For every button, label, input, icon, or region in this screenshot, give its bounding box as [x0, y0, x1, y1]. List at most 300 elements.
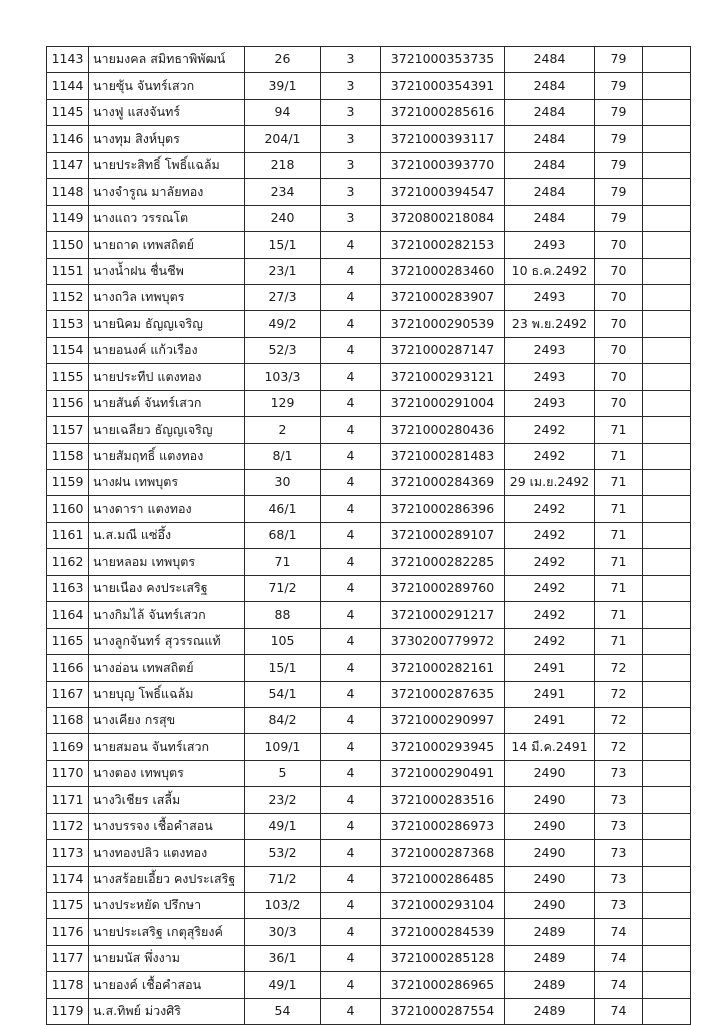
remark-cell: [643, 522, 691, 548]
person-name-cell: นางเคียง กรสุข: [89, 707, 245, 733]
birth-year-cell: 2493: [505, 232, 595, 258]
row-number-cell: 1162: [47, 549, 89, 575]
age-cell: 70: [595, 337, 643, 363]
village-number-cell: 4: [321, 866, 381, 892]
row-number-cell: 1170: [47, 760, 89, 786]
remark-cell: [643, 549, 691, 575]
birth-year-cell: 2492: [505, 443, 595, 469]
village-number-cell: 4: [321, 575, 381, 601]
village-number-cell: 4: [321, 364, 381, 390]
age-cell: 79: [595, 179, 643, 205]
village-number-cell: 4: [321, 443, 381, 469]
birth-year-cell: 2484: [505, 99, 595, 125]
house-number-cell: 204/1: [245, 126, 321, 152]
table-row: [47, 417, 691, 443]
village-number-cell: 4: [321, 945, 381, 971]
table-row: [47, 73, 691, 99]
table-row: [47, 205, 691, 231]
person-name-cell: นางประหยัด ปรึกษา: [89, 893, 245, 919]
row-number-cell: 1172: [47, 813, 89, 839]
row-number-cell: 1179: [47, 998, 89, 1024]
person-name-cell: นางฝน เทพบุตร: [89, 470, 245, 496]
person-name-cell: นายหลอม เทพบุตร: [89, 549, 245, 575]
age-cell: 79: [595, 47, 643, 73]
table-row: [47, 734, 691, 760]
person-name-cell: นายประเสริฐ เกตุสุริยงค์: [89, 919, 245, 945]
row-number-cell: 1153: [47, 311, 89, 337]
house-number-cell: 105: [245, 628, 321, 654]
person-name-cell: นางทุม สิงห์บุตร: [89, 126, 245, 152]
birth-year-cell: 2493: [505, 337, 595, 363]
house-number-cell: 129: [245, 390, 321, 416]
age-cell: 74: [595, 972, 643, 998]
village-number-cell: 3: [321, 179, 381, 205]
house-number-cell: 23/1: [245, 258, 321, 284]
remark-cell: [643, 655, 691, 681]
table-row: [47, 681, 691, 707]
age-cell: 71: [595, 522, 643, 548]
remark-cell: [643, 575, 691, 601]
person-name-cell: นายอนงค์ แก้วเรือง: [89, 337, 245, 363]
row-number-cell: 1166: [47, 655, 89, 681]
house-number-cell: 68/1: [245, 522, 321, 548]
birth-year-cell: 2492: [505, 496, 595, 522]
table-row: [47, 522, 691, 548]
row-number-cell: 1177: [47, 945, 89, 971]
person-name-cell: นายบุญ โพธิ์แฉล้ม: [89, 681, 245, 707]
age-cell: 74: [595, 998, 643, 1024]
birth-year-cell: 2490: [505, 866, 595, 892]
remark-cell: [643, 602, 691, 628]
village-number-cell: 4: [321, 734, 381, 760]
id-number-cell: 3720800218084: [381, 205, 505, 231]
person-name-cell: นายสมอน จันทร์เสวก: [89, 734, 245, 760]
house-number-cell: 5: [245, 760, 321, 786]
row-number-cell: 1161: [47, 522, 89, 548]
person-name-cell: นายนิคม ธัญญเจริญ: [89, 311, 245, 337]
village-number-cell: 4: [321, 655, 381, 681]
house-number-cell: 15/1: [245, 232, 321, 258]
id-number-cell: 3721000282161: [381, 655, 505, 681]
id-number-cell: 3721000293104: [381, 893, 505, 919]
age-cell: 73: [595, 813, 643, 839]
remark-cell: [643, 179, 691, 205]
row-number-cell: 1143: [47, 47, 89, 73]
house-number-cell: 52/3: [245, 337, 321, 363]
birth-year-cell: 29 เม.ย.2492: [505, 470, 595, 496]
id-number-cell: 3721000282153: [381, 232, 505, 258]
table-row: [47, 628, 691, 654]
person-name-cell: นายองค์ เชื้อคำสอน: [89, 972, 245, 998]
house-number-cell: 39/1: [245, 73, 321, 99]
birth-year-cell: 2492: [505, 417, 595, 443]
remark-cell: [643, 443, 691, 469]
village-number-cell: 4: [321, 602, 381, 628]
table-row: [47, 813, 691, 839]
village-number-cell: 4: [321, 311, 381, 337]
birth-year-cell: 2490: [505, 813, 595, 839]
house-number-cell: 15/1: [245, 655, 321, 681]
row-number-cell: 1173: [47, 840, 89, 866]
row-number-cell: 1164: [47, 602, 89, 628]
birth-year-cell: 2492: [505, 549, 595, 575]
village-number-cell: 4: [321, 628, 381, 654]
row-number-cell: 1150: [47, 232, 89, 258]
age-cell: 71: [595, 417, 643, 443]
house-number-cell: 49/2: [245, 311, 321, 337]
person-name-cell: นางกิมไล้ จันทร์เสวก: [89, 602, 245, 628]
person-name-cell: นางฟู แสงจันทร์: [89, 99, 245, 125]
age-cell: 70: [595, 258, 643, 284]
id-number-cell: 3721000393117: [381, 126, 505, 152]
table-row: [47, 998, 691, 1024]
age-cell: 71: [595, 470, 643, 496]
person-name-cell: นางดารา แตงทอง: [89, 496, 245, 522]
person-name-cell: น.ส.มณี แซ่อึ้ง: [89, 522, 245, 548]
village-number-cell: 4: [321, 522, 381, 548]
remark-cell: [643, 232, 691, 258]
house-number-cell: 2: [245, 417, 321, 443]
birth-year-cell: 2490: [505, 840, 595, 866]
remark-cell: [643, 126, 691, 152]
row-number-cell: 1160: [47, 496, 89, 522]
remark-cell: [643, 390, 691, 416]
house-number-cell: 71: [245, 549, 321, 575]
person-name-cell: นางอ่อน เทพสถิตย์: [89, 655, 245, 681]
house-number-cell: 46/1: [245, 496, 321, 522]
birth-year-cell: 2490: [505, 760, 595, 786]
house-number-cell: 30: [245, 470, 321, 496]
table-row: [47, 787, 691, 813]
village-number-cell: 4: [321, 337, 381, 363]
birth-year-cell: 2489: [505, 972, 595, 998]
table-row: [47, 893, 691, 919]
village-number-cell: 3: [321, 126, 381, 152]
remark-cell: [643, 470, 691, 496]
row-number-cell: 1159: [47, 470, 89, 496]
house-number-cell: 49/1: [245, 813, 321, 839]
remark-cell: [643, 47, 691, 73]
village-number-cell: 4: [321, 284, 381, 310]
table-row: [47, 919, 691, 945]
id-number-cell: 3721000287368: [381, 840, 505, 866]
house-number-cell: 240: [245, 205, 321, 231]
table-row: [47, 655, 691, 681]
table-row: [47, 760, 691, 786]
id-number-cell: 3721000284369: [381, 470, 505, 496]
age-cell: 70: [595, 390, 643, 416]
village-number-cell: 4: [321, 258, 381, 284]
person-name-cell: นายมนัส พึ่งงาม: [89, 945, 245, 971]
remark-cell: [643, 311, 691, 337]
person-name-cell: นางทองปลิว แตงทอง: [89, 840, 245, 866]
id-number-cell: 3721000293945: [381, 734, 505, 760]
row-number-cell: 1146: [47, 126, 89, 152]
person-name-cell: นายประสิทธิ์ โพธิ์แฉล้ม: [89, 152, 245, 178]
id-number-cell: 3721000287147: [381, 337, 505, 363]
row-number-cell: 1147: [47, 152, 89, 178]
id-number-cell: 3721000283516: [381, 787, 505, 813]
house-number-cell: 103/2: [245, 893, 321, 919]
house-number-cell: 88: [245, 602, 321, 628]
row-number-cell: 1154: [47, 337, 89, 363]
id-number-cell: 3721000354391: [381, 73, 505, 99]
id-number-cell: 3721000283907: [381, 284, 505, 310]
birth-year-cell: 2489: [505, 998, 595, 1024]
birth-year-cell: 2490: [505, 787, 595, 813]
remark-cell: [643, 258, 691, 284]
person-name-cell: น.ส.ทิพย์ ม่วงศิริ: [89, 998, 245, 1024]
id-number-cell: 3721000280436: [381, 417, 505, 443]
birth-year-cell: 14 มี.ค.2491: [505, 734, 595, 760]
id-number-cell: 3721000290491: [381, 760, 505, 786]
remark-cell: [643, 893, 691, 919]
birth-year-cell: 2492: [505, 628, 595, 654]
house-number-cell: 36/1: [245, 945, 321, 971]
id-number-cell: 3721000291004: [381, 390, 505, 416]
age-cell: 79: [595, 152, 643, 178]
house-number-cell: 27/3: [245, 284, 321, 310]
id-number-cell: 3721000290539: [381, 311, 505, 337]
id-number-cell: 3721000282285: [381, 549, 505, 575]
row-number-cell: 1149: [47, 205, 89, 231]
remark-cell: [643, 337, 691, 363]
village-number-cell: 4: [321, 549, 381, 575]
birth-year-cell: 2491: [505, 655, 595, 681]
birth-year-cell: 2489: [505, 919, 595, 945]
village-number-cell: 4: [321, 681, 381, 707]
village-number-cell: 4: [321, 840, 381, 866]
id-number-cell: 3721000290997: [381, 707, 505, 733]
house-number-cell: 71/2: [245, 575, 321, 601]
house-number-cell: 53/2: [245, 840, 321, 866]
person-name-cell: นางวิเชียร เสลี้ม: [89, 787, 245, 813]
table-row: [47, 866, 691, 892]
table-row: [47, 364, 691, 390]
person-name-cell: นายซุ้น จันทร์เสวก: [89, 73, 245, 99]
village-number-cell: 4: [321, 787, 381, 813]
remark-cell: [643, 813, 691, 839]
row-number-cell: 1156: [47, 390, 89, 416]
house-number-cell: 54: [245, 998, 321, 1024]
house-number-cell: 218: [245, 152, 321, 178]
age-cell: 74: [595, 919, 643, 945]
house-number-cell: 71/2: [245, 866, 321, 892]
age-cell: 71: [595, 602, 643, 628]
birth-year-cell: 2490: [505, 893, 595, 919]
id-number-cell: 3721000353735: [381, 47, 505, 73]
table-row: [47, 258, 691, 284]
birth-year-cell: 2484: [505, 47, 595, 73]
birth-year-cell: 2491: [505, 681, 595, 707]
row-number-cell: 1178: [47, 972, 89, 998]
registry-table: [46, 46, 691, 1025]
remark-cell: [643, 205, 691, 231]
table-row: [47, 945, 691, 971]
house-number-cell: 54/1: [245, 681, 321, 707]
table-row: [47, 337, 691, 363]
id-number-cell: 3721000393770: [381, 152, 505, 178]
table-row: [47, 232, 691, 258]
person-name-cell: นางถวิล เทพบุตร: [89, 284, 245, 310]
remark-cell: [643, 152, 691, 178]
age-cell: 70: [595, 311, 643, 337]
village-number-cell: 3: [321, 47, 381, 73]
row-number-cell: 1165: [47, 628, 89, 654]
village-number-cell: 3: [321, 99, 381, 125]
table-row: [47, 443, 691, 469]
person-name-cell: นางน้ำฝน ชื่นชีพ: [89, 258, 245, 284]
remark-cell: [643, 284, 691, 310]
row-number-cell: 1163: [47, 575, 89, 601]
village-number-cell: 4: [321, 470, 381, 496]
village-number-cell: 4: [321, 919, 381, 945]
remark-cell: [643, 707, 691, 733]
village-number-cell: 4: [321, 417, 381, 443]
remark-cell: [643, 919, 691, 945]
id-number-cell: 3721000285128: [381, 945, 505, 971]
person-name-cell: นายมงคล สมิทธาพิพัฒน์: [89, 47, 245, 73]
table-row: [47, 152, 691, 178]
age-cell: 71: [595, 575, 643, 601]
age-cell: 73: [595, 893, 643, 919]
remark-cell: [643, 628, 691, 654]
birth-year-cell: 2493: [505, 284, 595, 310]
age-cell: 71: [595, 443, 643, 469]
person-name-cell: นางจำรูณ มาลัยทอง: [89, 179, 245, 205]
person-name-cell: นายประทีป แตงทอง: [89, 364, 245, 390]
age-cell: 70: [595, 284, 643, 310]
birth-year-cell: 2493: [505, 364, 595, 390]
row-number-cell: 1169: [47, 734, 89, 760]
row-number-cell: 1152: [47, 284, 89, 310]
id-number-cell: 3721000289760: [381, 575, 505, 601]
row-number-cell: 1151: [47, 258, 89, 284]
house-number-cell: 109/1: [245, 734, 321, 760]
row-number-cell: 1155: [47, 364, 89, 390]
table-row: [47, 575, 691, 601]
village-number-cell: 4: [321, 496, 381, 522]
table-row: [47, 284, 691, 310]
house-number-cell: 84/2: [245, 707, 321, 733]
birth-year-cell: 2492: [505, 602, 595, 628]
age-cell: 79: [595, 126, 643, 152]
row-number-cell: 1145: [47, 99, 89, 125]
house-number-cell: 30/3: [245, 919, 321, 945]
table-row: [47, 470, 691, 496]
birth-year-cell: 2493: [505, 390, 595, 416]
age-cell: 72: [595, 707, 643, 733]
birth-year-cell: 2484: [505, 126, 595, 152]
village-number-cell: 4: [321, 707, 381, 733]
remark-cell: [643, 866, 691, 892]
id-number-cell: 3721000291217: [381, 602, 505, 628]
person-name-cell: นายสันต์ จันทร์เสวก: [89, 390, 245, 416]
row-number-cell: 1144: [47, 73, 89, 99]
birth-year-cell: 10 ธ.ค.2492: [505, 258, 595, 284]
table-row: [47, 47, 691, 73]
id-number-cell: 3721000394547: [381, 179, 505, 205]
birth-year-cell: 2484: [505, 179, 595, 205]
table-row: [47, 126, 691, 152]
table-row: [47, 972, 691, 998]
house-number-cell: 26: [245, 47, 321, 73]
row-number-cell: 1176: [47, 919, 89, 945]
age-cell: 72: [595, 681, 643, 707]
id-number-cell: 3721000287554: [381, 998, 505, 1024]
village-number-cell: 4: [321, 760, 381, 786]
id-number-cell: 3721000284539: [381, 919, 505, 945]
house-number-cell: 8/1: [245, 443, 321, 469]
remark-cell: [643, 496, 691, 522]
birth-year-cell: 2484: [505, 73, 595, 99]
house-number-cell: 94: [245, 99, 321, 125]
id-number-cell: 3721000293121: [381, 364, 505, 390]
id-number-cell: 3721000281483: [381, 443, 505, 469]
remark-cell: [643, 681, 691, 707]
age-cell: 71: [595, 549, 643, 575]
remark-cell: [643, 760, 691, 786]
birth-year-cell: 2492: [505, 522, 595, 548]
row-number-cell: 1157: [47, 417, 89, 443]
village-number-cell: 4: [321, 390, 381, 416]
village-number-cell: 4: [321, 972, 381, 998]
person-name-cell: นางตอง เทพบุตร: [89, 760, 245, 786]
remark-cell: [643, 417, 691, 443]
row-number-cell: 1148: [47, 179, 89, 205]
remark-cell: [643, 99, 691, 125]
age-cell: 79: [595, 99, 643, 125]
age-cell: 73: [595, 787, 643, 813]
id-number-cell: 3721000286973: [381, 813, 505, 839]
remark-cell: [643, 73, 691, 99]
id-number-cell: 3721000289107: [381, 522, 505, 548]
village-number-cell: 4: [321, 893, 381, 919]
birth-year-cell: 23 พ.ย.2492: [505, 311, 595, 337]
village-number-cell: 3: [321, 152, 381, 178]
id-number-cell: 3721000286965: [381, 972, 505, 998]
birth-year-cell: 2484: [505, 205, 595, 231]
remark-cell: [643, 998, 691, 1024]
person-name-cell: นายเนือง คงประเสริฐ: [89, 575, 245, 601]
remark-cell: [643, 972, 691, 998]
age-cell: 73: [595, 840, 643, 866]
table-row: [47, 549, 691, 575]
row-number-cell: 1168: [47, 707, 89, 733]
table-row: [47, 602, 691, 628]
house-number-cell: 49/1: [245, 972, 321, 998]
birth-year-cell: 2492: [505, 575, 595, 601]
table-row: [47, 496, 691, 522]
table-row: [47, 390, 691, 416]
id-number-cell: 3721000285616: [381, 99, 505, 125]
person-name-cell: นางสร้อยเอี้ยว คงประเสริฐ: [89, 866, 245, 892]
age-cell: 71: [595, 496, 643, 522]
remark-cell: [643, 787, 691, 813]
person-name-cell: นางลูกจันทร์ สุวรรณแท้: [89, 628, 245, 654]
id-number-cell: 3721000286485: [381, 866, 505, 892]
house-number-cell: 103/3: [245, 364, 321, 390]
village-number-cell: 3: [321, 73, 381, 99]
house-number-cell: 234: [245, 179, 321, 205]
age-cell: 70: [595, 364, 643, 390]
remark-cell: [643, 945, 691, 971]
village-number-cell: 4: [321, 232, 381, 258]
age-cell: 73: [595, 866, 643, 892]
table-row: [47, 179, 691, 205]
remark-cell: [643, 734, 691, 760]
remark-cell: [643, 364, 691, 390]
